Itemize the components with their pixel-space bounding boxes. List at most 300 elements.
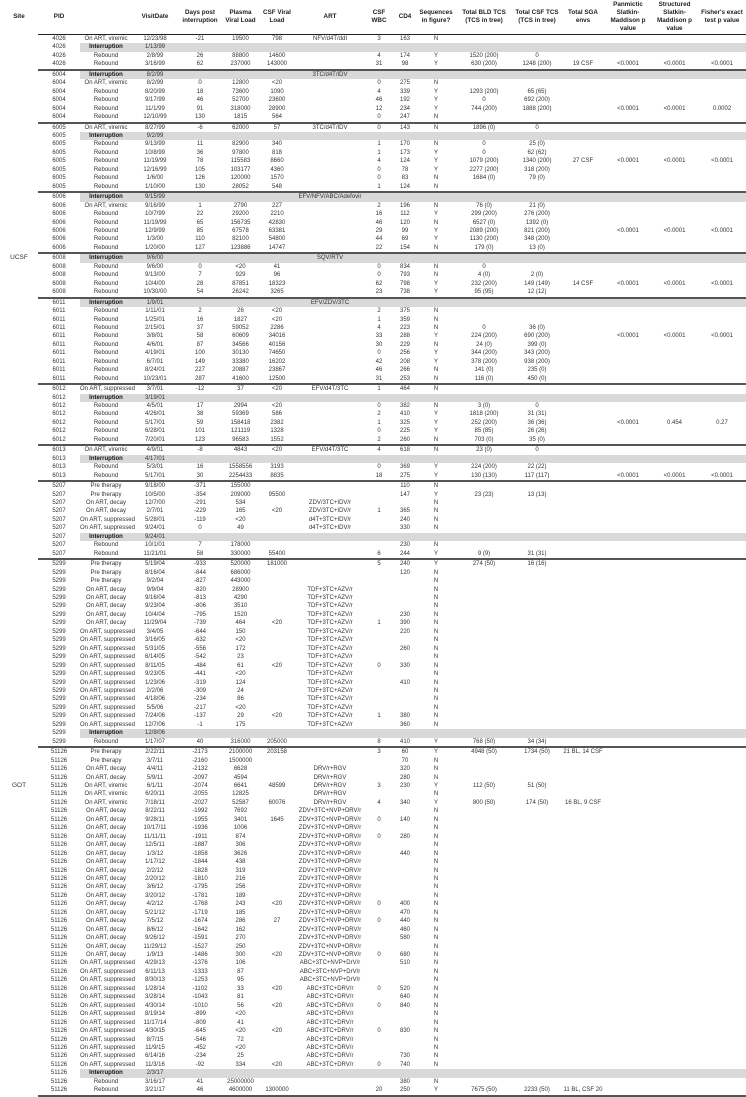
cell-days-post-interruption: 46 (178, 1086, 222, 1095)
cell-panmictic-sm-p (605, 341, 651, 349)
cell-pid: 5299 (52, 704, 66, 711)
cell-panmictic-sm-p (605, 491, 651, 499)
cell-status: On ART, decay (86, 833, 126, 840)
cell-panmictic-sm-p (605, 586, 651, 594)
cell-sequences-in-figure: Y (433, 149, 438, 156)
cell-total-csf-tcs: 51 (50) (527, 782, 547, 789)
cell-csf-wbc (365, 841, 393, 849)
cell-total-sga-envs (561, 375, 605, 384)
cell-site (0, 619, 38, 627)
cell-structured-sm-p: <0.0001 (663, 105, 686, 112)
cell-cd4 (393, 875, 417, 883)
cell-visit-date: 3/7/01 (132, 384, 178, 393)
cell-pid: 6013 (52, 455, 66, 462)
cell-total-csf-tcs: 12 (12) (527, 289, 547, 296)
cell-csf-viral-load (259, 577, 295, 585)
cell-structured-sm-p (651, 1061, 698, 1069)
cell-csf-wbc: 46 (375, 97, 383, 104)
cell-csf-wbc (365, 1052, 393, 1060)
cell-plasma-viral-load: 1500000 (228, 757, 253, 764)
cell-structured-sm-p (651, 594, 698, 602)
cell-total-sga-envs (561, 96, 605, 104)
cell-visit-date: 9/13/99 (144, 141, 166, 148)
cell-status: On ART, suppressed (80, 679, 135, 686)
cell-art: ZDV/3TC+IDV/r (308, 508, 352, 515)
cell-sequences-in-figure: N (433, 263, 439, 270)
cell-csf-wbc: 0 (377, 1061, 381, 1068)
cell-pid: 6012 (52, 394, 66, 401)
cell-cd4 (393, 867, 417, 875)
cell-days-post-interruption: 0 (198, 525, 202, 532)
cell-cd4: 69 (401, 236, 409, 243)
cell-csf-wbc (365, 524, 393, 532)
cell-total-csf-tcs (513, 1002, 561, 1010)
cell-fisher-p (698, 695, 746, 703)
cell-sequences-in-figure: Y (433, 419, 438, 426)
cell-plasma-viral-load: 6628 (233, 766, 248, 773)
cell-status: Rebound (93, 114, 119, 121)
cell-total-sga-envs (561, 968, 605, 976)
cell-panmictic-sm-p (605, 926, 651, 934)
cell-cd4 (393, 455, 417, 463)
cell-total-sga-envs (561, 824, 605, 832)
cell-art: TDF+3TC+AZV/r (307, 671, 353, 678)
cell-cd4: 793 (399, 272, 410, 279)
cell-sequences-in-figure: N (433, 892, 439, 899)
cell-total-csf-tcs: 2233 (50) (513, 1086, 561, 1095)
cell-csf-viral-load: 4360 (270, 166, 284, 173)
cell-days-post-interruption: -1810 (192, 875, 208, 882)
cell-status: Rebound (93, 175, 119, 182)
table-row (0, 244, 746, 253)
cell-art: ZDV+3TC+NVP+DRV/r (298, 816, 362, 823)
cell-art (295, 332, 365, 340)
cell-status: Interruption (80, 729, 132, 737)
cell-visit-date: 9/9/04 (146, 586, 164, 593)
cell-site (0, 1019, 38, 1027)
cell-structured-sm-p (651, 636, 698, 644)
cell-pid: 6006 (52, 227, 66, 234)
cell-fisher-p (698, 491, 746, 499)
cell-sequences-in-figure: Y (433, 289, 438, 296)
cell-total-csf-tcs (513, 653, 561, 661)
cell-visit-date: 11/9/15 (145, 1045, 165, 1052)
cell-panmictic-sm-p (605, 263, 651, 271)
cell-visit-date: 4/18/06 (144, 696, 166, 703)
cell-panmictic-sm-p (605, 577, 651, 585)
cell-site (0, 729, 38, 737)
cell-total-sga-envs (561, 88, 605, 96)
cell-total-sga-envs (561, 227, 605, 235)
cell-structured-sm-p (651, 738, 698, 747)
cell-sequences-in-figure (417, 394, 455, 402)
cell-total-csf-tcs (513, 757, 561, 765)
cell-total-bld-tcs: 24 (0) (476, 341, 492, 348)
cell-plasma-viral-load: 150 (235, 628, 246, 635)
cell-total-csf-tcs: 343 (200) (524, 350, 550, 357)
cell-total-bld-tcs (455, 757, 513, 765)
cell-fisher-p (698, 455, 746, 463)
cell-status: On ART, decay (86, 595, 126, 601)
cell-pid: 6005 (52, 149, 66, 156)
cell-fisher-p (698, 670, 746, 678)
cell-pid: 6005 (52, 158, 66, 165)
cell-art: ZDV+3TC+NVP+DRV/r (298, 833, 362, 840)
cell-site (0, 491, 38, 499)
cell-total-sga-envs (561, 602, 605, 610)
cell-cd4 (393, 1036, 417, 1044)
cell-plasma-viral-load: 270 (235, 935, 246, 942)
cell-panmictic-sm-p (605, 1061, 651, 1069)
cell-pid: 6006 (52, 236, 66, 243)
cell-cd4 (393, 577, 417, 585)
cell-panmictic-sm-p (605, 985, 651, 993)
cell-total-csf-tcs: 34 (34) (527, 738, 547, 745)
cell-fisher-p (698, 1002, 746, 1010)
cell-sequences-in-figure: N (433, 867, 439, 874)
cell-csf-wbc: 62 (375, 280, 383, 287)
cell-panmictic-sm-p (605, 721, 651, 729)
cell-days-post-interruption: -1936 (192, 825, 208, 832)
cell-days-post-interruption: -827 (193, 578, 206, 585)
cell-total-csf-tcs (513, 70, 561, 79)
cell-csf-viral-load: 203158 (259, 747, 295, 756)
cell-sequences-in-figure (417, 192, 455, 201)
table-row (0, 419, 746, 427)
cell-csf-viral-load: 60076 (268, 799, 286, 806)
cell-csf-viral-load: <20 (271, 403, 283, 410)
table-row (0, 968, 746, 976)
cell-structured-sm-p (651, 619, 698, 627)
cell-days-post-interruption: -371 (178, 481, 222, 490)
cell-total-sga-envs (561, 757, 605, 765)
cell-cd4: 390 (399, 620, 410, 627)
cell-art: ABC+3TC+NVP+DrV/r (299, 960, 361, 967)
cell-cd4 (393, 602, 417, 610)
cell-sequences-in-figure: N (433, 1053, 439, 1060)
cell-structured-sm-p (651, 499, 698, 507)
cell-cd4: 375 (399, 308, 410, 315)
cell-sequences-in-figure: N (433, 183, 439, 190)
cell-visit-date: 3/16/17 (144, 1078, 166, 1085)
cell-art: ZDV+3TC+NVP+DRV/r (298, 850, 362, 857)
cell-days-post-interruption: -1911 (192, 833, 208, 840)
cell-days-post-interruption: 62 (196, 61, 204, 68)
cell-pid: 6004 (52, 105, 66, 112)
cell-panmictic-sm-p (605, 375, 651, 384)
cell-plasma-viral-load: <20 (235, 516, 246, 523)
cell-plasma-viral-load: 330000 (230, 550, 251, 557)
cell-panmictic-sm-p (605, 210, 651, 218)
cell-structured-sm-p (651, 253, 698, 262)
cell-fisher-p (698, 985, 746, 993)
cell-panmictic-sm-p (605, 738, 651, 747)
cell-panmictic-sm-p (605, 790, 651, 798)
cell-total-csf-tcs: 690 (200) (524, 333, 550, 340)
cell-total-bld-tcs: 95 (95) (474, 289, 494, 296)
cell-cd4: 223 (399, 324, 410, 331)
cell-art: DRV/r+RGV (313, 782, 347, 789)
table-row (0, 782, 746, 790)
cell-plasma-viral-load: 300 (235, 952, 246, 959)
cell-total-csf-tcs (513, 712, 561, 720)
cell-site (0, 472, 38, 481)
cell-csf-viral-load: <20 (271, 316, 283, 323)
cell-cd4: 120 (399, 569, 410, 576)
cell-visit-date: 9/15/99 (132, 192, 178, 201)
cell-status: Interruption (80, 70, 132, 79)
cell-site (0, 410, 38, 418)
cell-art: EFV/NFV/ABC/Adefovir (295, 192, 365, 201)
cell-structured-sm-p (651, 943, 698, 951)
cell-total-bld-tcs: 23 (23) (474, 491, 494, 498)
cell-fisher-p (698, 307, 746, 315)
table-row (0, 917, 746, 925)
cell-pid: 51126 (50, 985, 68, 992)
cell-sequences-in-figure: N (433, 500, 439, 507)
cell-cd4: 208 (399, 358, 410, 365)
cell-structured-sm-p (651, 653, 698, 661)
cell-site (0, 687, 38, 695)
cell-total-csf-tcs (513, 113, 561, 122)
table-row (0, 602, 746, 610)
cell-structured-sm-p (651, 244, 698, 253)
cell-fisher-p (698, 149, 746, 157)
cell-plasma-viral-load: <20 (235, 1045, 246, 1052)
cell-plasma-viral-load: 28900 (232, 586, 249, 593)
cell-plasma-viral-load: 686000 (230, 569, 251, 576)
cell-cd4: 260 (399, 436, 410, 443)
cell-status: On ART, suppressed (80, 977, 135, 984)
cell-structured-sm-p (651, 850, 698, 858)
cell-visit-date: 5/17/01 (144, 419, 166, 426)
cell-sequences-in-figure: N (433, 884, 439, 891)
cell-total-bld-tcs (455, 113, 513, 122)
cell-fisher-p (698, 1036, 746, 1044)
cell-pid: 5299 (38, 559, 80, 568)
cell-status: Rebound (93, 158, 119, 165)
cell-structured-sm-p (651, 569, 698, 577)
cell-panmictic-sm-p (605, 349, 651, 357)
cell-visit-date: 1/28/14 (144, 985, 166, 992)
cell-csf-wbc: 3 (377, 782, 381, 789)
cell-art: ZDV+3TC+NVP+DRV/r (298, 926, 362, 933)
cell-art (295, 183, 365, 192)
interruption-row (0, 455, 746, 463)
cell-art: d4T+3TC+IDV/r (308, 525, 352, 532)
cell-panmictic-sm-p (605, 1002, 651, 1010)
cell-csf-viral-load: <20 (271, 620, 283, 627)
table-row (0, 183, 746, 192)
cell-total-csf-tcs (513, 132, 561, 140)
cell-sequences-in-figure: N (433, 833, 439, 840)
cell-site (0, 132, 38, 140)
cell-cd4 (393, 1019, 417, 1027)
table-row (0, 1078, 746, 1086)
cell-total-bld-tcs (455, 1002, 513, 1010)
cell-pid: 51126 (50, 918, 68, 925)
cell-days-post-interruption: 17 (196, 403, 204, 410)
cell-structured-sm-p: <0.0001 (663, 227, 686, 234)
cell-cd4 (393, 1044, 417, 1052)
cell-plasma-viral-load: 97800 (232, 149, 249, 156)
cell-csf-wbc (365, 824, 393, 832)
cell-fisher-p (698, 358, 746, 366)
cell-total-bld-tcs (455, 892, 513, 900)
cell-art: SQV/RTV (295, 253, 365, 262)
cell-structured-sm-p (651, 824, 698, 832)
cell-sequences-in-figure: N (433, 909, 439, 916)
cell-status: On ART, decay (86, 586, 126, 593)
cell-total-csf-tcs (513, 1061, 561, 1069)
cell-status: Rebound (93, 308, 119, 315)
table-row (0, 524, 746, 532)
table-row (0, 235, 746, 243)
cell-csf-wbc (365, 774, 393, 782)
cell-panmictic-sm-p (605, 219, 651, 227)
cell-days-post-interruption: -1486 (192, 952, 208, 959)
table-row (0, 1002, 746, 1010)
cell-total-sga-envs (561, 445, 605, 454)
cell-csf-wbc (365, 892, 393, 900)
cell-site (0, 316, 38, 324)
cell-days-post-interruption: 41 (196, 1078, 204, 1085)
cell-cd4 (393, 858, 417, 866)
cell-status: On ART, viremic (84, 202, 128, 209)
interruption-row (0, 729, 746, 737)
cell-sequences-in-figure: N (433, 80, 439, 87)
cell-visit-date: 4/26/01 (144, 411, 166, 418)
cell-plasma-viral-load: 41 (237, 1019, 244, 1026)
cell-total-sga-envs (561, 790, 605, 798)
cell-plasma-viral-load: 25000000 (227, 1078, 254, 1085)
cell-visit-date: 3/6/12 (146, 884, 164, 891)
cell-panmictic-sm-p (605, 427, 651, 435)
cell-pid: 6005 (38, 123, 80, 132)
cell-panmictic-sm-p (605, 594, 651, 602)
cell-days-post-interruption: 87 (196, 341, 204, 348)
cell-plasma-viral-load: 30130 (232, 350, 249, 357)
cell-total-bld-tcs: 1293 (200) (469, 88, 499, 95)
cell-visit-date: 7/24/06 (144, 713, 166, 720)
cell-status: On ART, decay (86, 918, 126, 925)
cell-csf-wbc: 4 (377, 799, 381, 806)
cell-visit-date: 9/13/00 (144, 272, 166, 279)
table-row (0, 892, 746, 900)
cell-status: Rebound (93, 358, 119, 365)
cell-cd4: 196 (399, 202, 410, 209)
cell-total-csf-tcs: 1248 (200) (522, 61, 552, 68)
table-row (0, 140, 746, 148)
cell-cd4: 143 (393, 123, 417, 132)
cell-total-csf-tcs: 348 (200) (524, 236, 550, 243)
cell-plasma-viral-load (222, 132, 259, 140)
cell-csf-wbc (365, 968, 393, 976)
cell-cd4: 738 (399, 289, 410, 296)
cell-total-sga-envs (561, 712, 605, 720)
cell-fisher-p (698, 959, 746, 967)
cell-site (0, 807, 38, 815)
cell-csf-viral-load (259, 670, 295, 678)
cell-cd4 (393, 586, 417, 594)
cell-cd4 (393, 253, 417, 262)
cell-csf-viral-load (259, 867, 295, 875)
cell-plasma-viral-load (222, 70, 259, 79)
cell-total-sga-envs (561, 244, 605, 253)
cell-site (0, 790, 38, 798)
cell-status: Rebound (93, 350, 119, 357)
cell-structured-sm-p (651, 455, 698, 463)
cell-art (295, 288, 365, 297)
cell-panmictic-sm-p (605, 358, 651, 366)
cell-visit-date: 12/5/11 (145, 842, 165, 849)
cell-structured-sm-p (651, 516, 698, 524)
cell-total-sga-envs (561, 1078, 605, 1086)
cell-total-csf-tcs (513, 816, 561, 824)
cell-structured-sm-p (651, 976, 698, 984)
cell-sequences-in-figure: Y (433, 782, 438, 789)
cell-total-bld-tcs (455, 774, 513, 782)
cell-site (0, 1061, 38, 1069)
cell-days-post-interruption: -546 (193, 1036, 206, 1043)
table-row (0, 105, 746, 113)
header-total-csf-tcs: Total CSF TCS (TCS in tree) (513, 0, 561, 35)
cell-sequences-in-figure (417, 455, 455, 463)
cell-visit-date: 9/2/99 (132, 132, 178, 140)
table-row (0, 1061, 746, 1069)
cell-structured-sm-p (651, 1086, 698, 1095)
cell-cd4 (393, 687, 417, 695)
table-row (0, 1086, 746, 1095)
cell-status: Interruption (80, 43, 132, 51)
cell-site (0, 858, 38, 866)
cell-plasma-viral-load: 175 (235, 721, 246, 728)
cell-pid: 6005 (52, 141, 66, 148)
cell-total-bld-tcs (455, 993, 513, 1001)
cell-total-sga-envs (561, 900, 605, 908)
cell-panmictic-sm-p (605, 824, 651, 832)
cell-total-bld-tcs: 4 (0) (477, 272, 491, 279)
cell-sequences-in-figure: N (433, 367, 439, 374)
table-row (0, 332, 746, 340)
cell-pid: 6006 (52, 211, 66, 218)
cell-csf-viral-load: 48599 (268, 782, 286, 789)
cell-site (0, 35, 38, 44)
cell-total-csf-tcs: 2 (0) (530, 272, 544, 279)
cell-site (0, 1052, 38, 1060)
cell-pid: 6011 (52, 358, 66, 365)
cell-sequences-in-figure: N (417, 481, 455, 490)
cell-status: Rebound (93, 316, 119, 323)
cell-panmictic-sm-p (605, 602, 651, 610)
cell-total-bld-tcs: 4948 (50) (455, 747, 513, 756)
table-row (0, 943, 746, 951)
cell-csf-wbc: 3 (365, 747, 393, 756)
cell-total-sga-envs: 14 CSF (572, 280, 594, 287)
cell-panmictic-sm-p (605, 993, 651, 1001)
cell-total-csf-tcs (513, 721, 561, 729)
cell-art (295, 729, 365, 737)
cell-art: TDF+3TC+AZV/r (307, 662, 353, 669)
cell-status: On ART, viremic (84, 799, 128, 806)
cell-csf-viral-load (259, 807, 295, 815)
cell-total-sga-envs (561, 455, 605, 463)
cell-csf-viral-load: <20 (271, 985, 283, 992)
cell-site (0, 43, 38, 51)
cell-structured-sm-p (651, 602, 698, 610)
cell-days-post-interruption: -2027 (192, 799, 208, 806)
cell-csf-wbc (365, 1019, 393, 1027)
